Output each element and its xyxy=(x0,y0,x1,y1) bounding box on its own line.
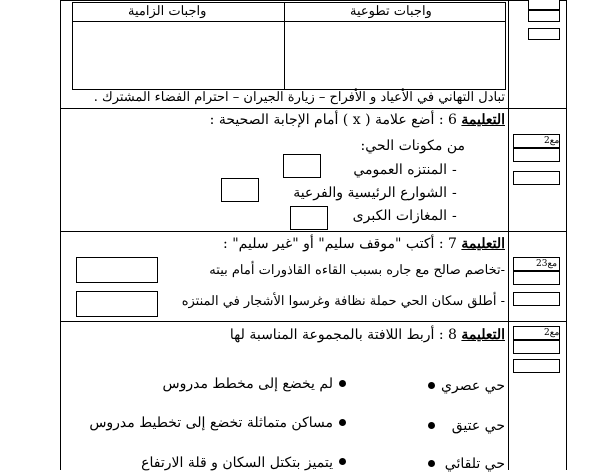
task8-left-dot-3[interactable] xyxy=(428,460,435,467)
header-voluntary-duties: واجبات تطوعية xyxy=(350,4,432,19)
frame-right-border xyxy=(566,0,567,470)
task6-checkbox-1[interactable] xyxy=(283,154,321,178)
frame-left-border xyxy=(60,0,61,470)
task6-score-box-label xyxy=(513,134,560,148)
header-mandatory-duties: واجبات الزامية xyxy=(128,4,207,19)
task6-option-2: الشوارع الرئيسية والفرعية xyxy=(293,185,447,201)
task8-title: التعليمة xyxy=(461,327,505,343)
task8-prompt: أربط اللافتة بالمجموعة المناسبة لها xyxy=(229,327,435,343)
task8-left-dot-1[interactable] xyxy=(428,382,435,389)
task7-heading xyxy=(223,236,505,252)
task6-checkbox-3[interactable] xyxy=(290,206,328,230)
task8-number: 8 : xyxy=(438,327,457,343)
divider-top xyxy=(60,0,566,1)
task7-answer-box-2[interactable] xyxy=(76,291,158,317)
task7-score-label: مع23 xyxy=(536,259,558,269)
task7-score-box-label xyxy=(513,257,560,271)
divider-after-task6 xyxy=(60,231,566,232)
task6-checkbox-2[interactable] xyxy=(221,178,259,202)
score-box-top-1[interactable] xyxy=(528,0,560,10)
task6-score-box-2[interactable] xyxy=(513,148,560,162)
task6-heading xyxy=(210,112,505,128)
task8-score-label: مع2 xyxy=(544,328,560,338)
task7-number: 7 : xyxy=(438,236,457,252)
task8-right-item-1: لم يخضع إلى مخطط مدروس xyxy=(162,376,333,392)
task6-prompt: أضع علامة ( x ) أمام الإجابة الصحيحة : xyxy=(209,112,435,128)
task8-left-item-3: حي تلقائي xyxy=(444,456,505,472)
task8-heading xyxy=(230,327,505,343)
task7-answer-box-1[interactable] xyxy=(76,257,158,283)
task6-number: 6 : xyxy=(438,112,457,128)
task6-option-3: المغازات الكبرى xyxy=(352,208,447,224)
task7-score-box-3[interactable] xyxy=(513,292,560,306)
task6-score-box-3[interactable] xyxy=(513,171,560,185)
frame-inner-border xyxy=(508,0,509,470)
score-box-top-2[interactable] xyxy=(528,10,560,22)
task7-item-2: - أطلق سكان الحي حملة نظافة وغرسوا الأشجار في المنتزه xyxy=(181,294,505,309)
task8-right-dot-1[interactable] xyxy=(339,380,346,387)
task8-left-item-2: حي عتيق xyxy=(451,418,505,434)
task7-prompt: أكتب "موقف سليم" أو "غير سليم" : xyxy=(223,236,435,252)
task8-right-dot-3[interactable] xyxy=(339,458,346,465)
task8-score-box-3[interactable] xyxy=(513,359,560,373)
task8-right-dot-2[interactable] xyxy=(339,419,346,426)
examples-line: تبادل التهاني في الأعياد و الأفراح – زيارة الجيران – احترام الفضاء المشترك . xyxy=(93,90,505,105)
task7-item-1: -تخاصم صالح مع جاره بسبب القاءه القاذورات أمام بيته xyxy=(209,263,505,278)
score-box-top-3[interactable] xyxy=(528,28,560,40)
task6-score-label: مع2 xyxy=(544,136,560,146)
task6-title: التعليمة xyxy=(461,112,505,128)
task8-left-item-1: حي عصري xyxy=(441,378,505,394)
task8-score-box-2[interactable] xyxy=(513,340,560,354)
duties-table-header-line xyxy=(72,21,506,22)
task7-title: التعليمة xyxy=(461,236,505,252)
task6-option-1: المنتزه العمومي xyxy=(353,162,447,178)
task8-right-item-2: مساكن متماثلة تخضع إلى تخطيط مدروس xyxy=(89,415,333,431)
task6-bullet-1: - xyxy=(452,162,457,178)
task7-score-box-2[interactable] xyxy=(513,271,560,285)
divider-after-examples xyxy=(60,108,566,109)
task8-score-box-label xyxy=(513,326,560,340)
divider-after-task7 xyxy=(60,321,566,322)
duties-table-divider xyxy=(284,2,285,90)
task6-question: من مكونات الحي: xyxy=(360,138,465,154)
task6-bullet-2: - xyxy=(452,185,457,201)
task8-left-dot-2[interactable] xyxy=(428,422,435,429)
task8-right-item-3: يتميز بتكتل السكان و قلة الارتفاع xyxy=(141,455,333,471)
task6-bullet-3: - xyxy=(452,208,457,224)
